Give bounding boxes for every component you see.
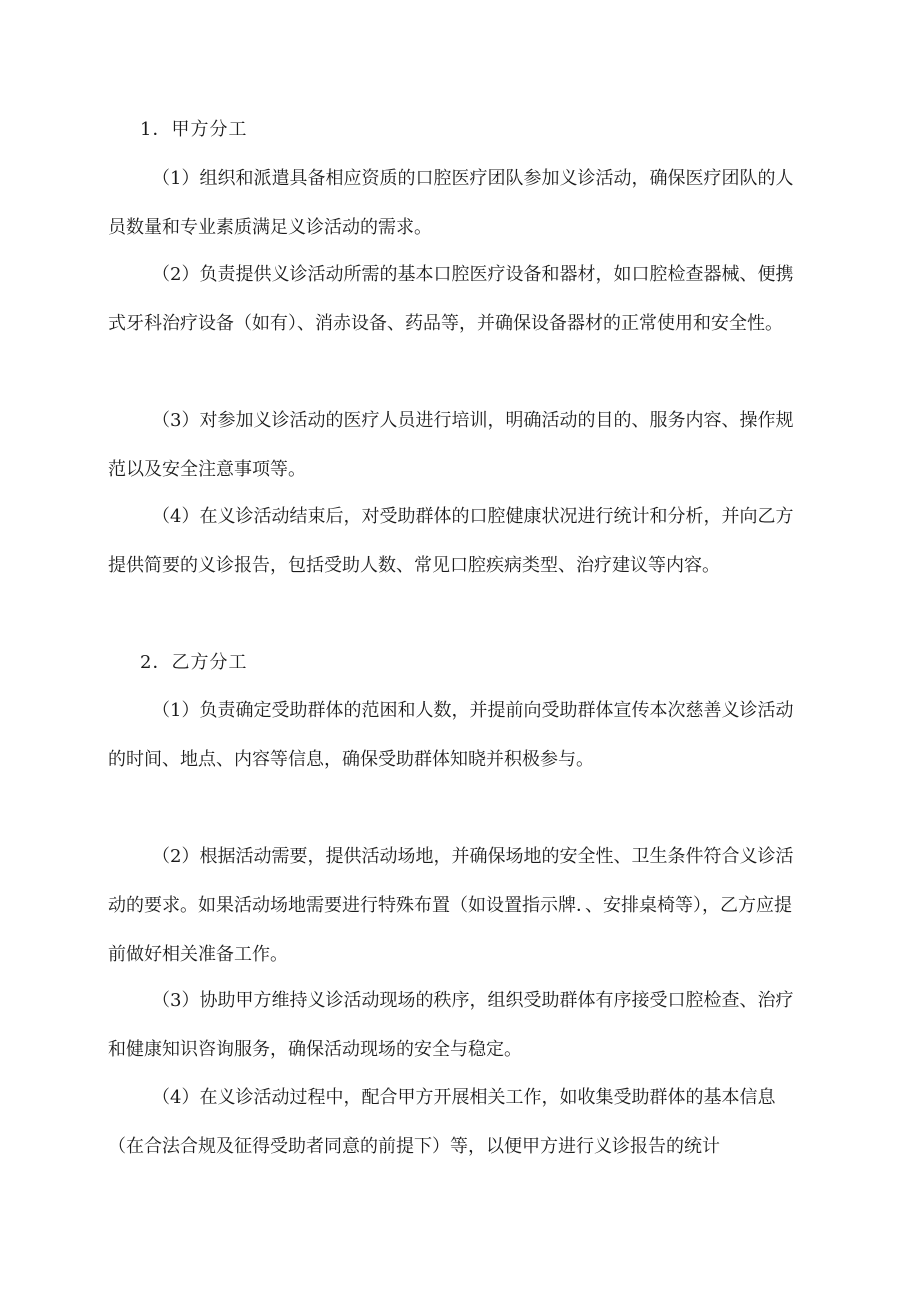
party-a-item-1: （1）组织和派遣具备相应资质的口腔医疗团队参加义诊活动，确保医疗团队的人员数量和专业素质满足义诊活动的需求。 [108, 168, 794, 238]
party-b-item-2: （2）根据活动需要，提供活动场地，并确保场地的安全性、卫生条件符合义诊活动的要求。如果活动场地需要进行特殊布置（如设置指示牌．、安排桌椅等），乙方应提前做好相关准备工作。 [108, 846, 794, 965]
section-heading-party-b: 2．乙方分工 [140, 652, 248, 673]
party-a-item-3: （3）对参加义诊活动的医疗人员进行培训，明确活动的目的、服务内容、操作规范以及安全注意事项等。 [108, 410, 794, 480]
party-b-item-1: （1）负责确定受助群体的范困和人数，并提前向受助群体宣传本次慈善义诊活动的时间、地点、内容等信息，确保受助群体知晓并积极参与。 [108, 700, 794, 770]
party-a-item-2: （2）负责提供义诊活动所需的基本口腔医疗设备和器材，如口腔检查器械、便携式牙科治疗设备（如有）、消赤设备、药品等，并确保设备器材的正常使用和安全性。 [108, 264, 794, 334]
party-a-item-4: （4）在义诊活动结束后，对受助群体的口腔健康状况进行统计和分析，并向乙方提供简要的义诊报告，包括受助人数、常见口腔疾病类型、治疗建议等内容。 [108, 506, 794, 576]
section-heading-party-a: 1．甲方分工 [140, 119, 248, 140]
party-b-item-4: （4）在义诊活动过程中，配合甲方开展相关工作，如收集受助群体的基本信息（在合法合规及征得受助者同意的前提下）等，以便甲方进行义诊报告的统计 [108, 1087, 776, 1157]
party-b-item-3: （3）协助甲方维持义诊活动现场的秩序，组织受助群体有序接受口腔检查、治疗和健康知识咨询服务，确保活动现场的安全与稳定。 [108, 990, 794, 1060]
